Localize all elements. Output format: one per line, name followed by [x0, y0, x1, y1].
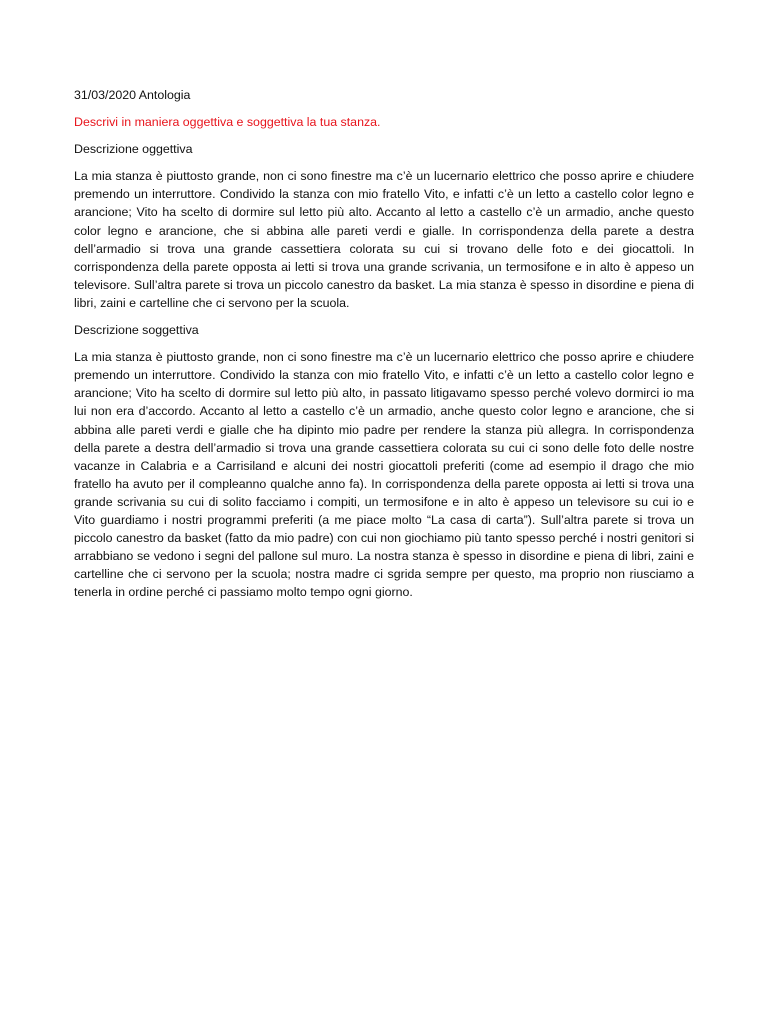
section-body-subjective: La mia stanza è piuttosto grande, non ci sono finestre ma c’è un lucernario elettrico che posso aprire e chiudere premendo un interruttore. Condivido la stanza con mio fratello Vito, e infatti c’è un letto a castello color legno e arancione; Vito ha scelto di dormire sul letto più alto, in passato litigavamo spesso perché volevo dormirci io ma lui non era d’accordo. Accanto al letto a castello c’è un armadio, anche questo color legno e arancione, che si abbina alle pareti verdi e gialle che ha dipinto mio padre per rendere la stanza più allegra. In corrispondenza della parete a destra dell’armadio si trova una grande cassettiera colorata su cui ci sono delle foto delle nostre vacanze in Calabria e a Carrisiland e alcuni dei nostri giocattoli preferiti (come ad esempio il drago che mio fratello ha avuto per il compleanno qualche anno fa). In corrispondenza della parete opposta ai letti si trova una grande scrivania su cui di solito facciamo i compiti, un termosifone e in alto è appeso un televisore su cui io e Vito guardiamo i nostri programmi preferiti (a me piace molto “La casa di carta”). Sull’altra parete si trova un piccolo canestro da basket (fatto da mio padre) con cui non giochiamo più tanto spesso perché i nostri genitori si arrabbiano se vedono i segni del pallone sul muro. La nostra stanza è spesso in disordine e piena di libri, zaini e cartelline che ci servono per la scuola; nostra madre ci sgrida sempre per questo, ma proprio non riusciamo a tenerla in ordine perché ci passiamo molto tempo ogni giorno.: [74, 350, 694, 600]
document-content: [74, 86, 694, 610]
section-heading-subjective: Descrizione soggettiva: [74, 323, 199, 338]
date-subject-header: 31/03/2020 Antologia: [74, 88, 191, 102]
section-heading-objective: Descrizione oggettiva: [74, 142, 193, 157]
section-body-objective: La mia stanza è piuttosto grande, non ci sono finestre ma c’è un lucernario elettrico che posso aprire e chiudere premendo un interruttore. Condivido la stanza con mio fratello Vito, e infatti c’è un letto a castello color legno e arancione; Vito ha scelto di dormire sul letto più alto. Accanto al letto a castello c’è un armadio, anche questo color legno e arancione, che si abbina alle pareti verdi e gialle. In corrispondenza della parete a destra dell’armadio si trova una grande cassettiera colorata su cui si trovano delle foto e dei giocattoli. In corrispondenza della parete opposta ai letti si trova una grande scrivania, un termosifone e in alto è appeso un televisore. Sull’altra parete si trova un piccolo canestro da basket. La mia stanza è spesso in disordine e piena di libri, zaini e cartelline che ci servono per la scuola.: [74, 169, 694, 310]
assignment-prompt: Descrivi in maniera oggettiva e soggettiva la tua stanza.: [74, 115, 381, 130]
